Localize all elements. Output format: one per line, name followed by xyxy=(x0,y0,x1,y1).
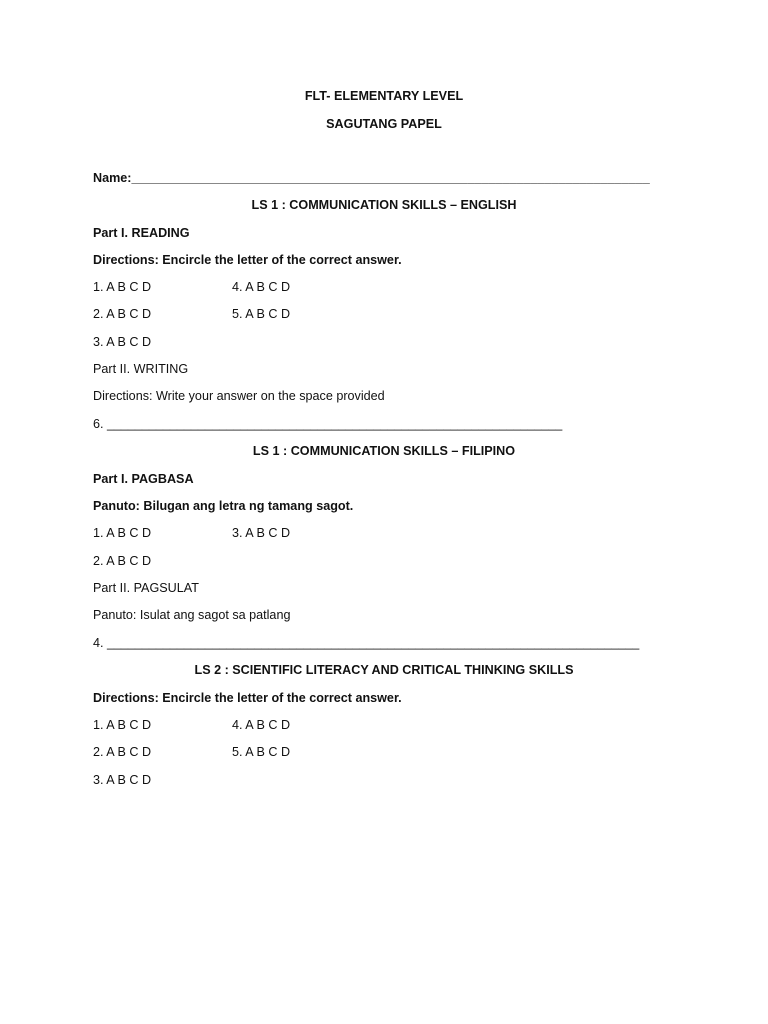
answer-item-2: 2. A B C D xyxy=(93,745,152,759)
answer-row xyxy=(93,744,291,760)
answer-row xyxy=(93,553,151,569)
answer-item-1: 1. A B C D xyxy=(93,526,152,540)
answer-item-4: 4. A B C D xyxy=(232,718,291,732)
answer-item-1: 1. A B C D xyxy=(93,280,152,294)
ls2-heading: LS 2 : SCIENTIFIC LITERACY AND CRITICAL THINKING SKILLS xyxy=(194,663,574,677)
document-subtitle: SAGUTANG PAPEL xyxy=(326,117,442,131)
answer-item-3: 3. A B C D xyxy=(93,335,152,349)
ls1-english-heading: LS 1 : COMMUNICATION SKILLS – ENGLISH xyxy=(251,198,517,212)
ls1-english-part2-title: Part II. WRITING xyxy=(93,362,189,376)
answer-item-2: 2. A B C D xyxy=(93,307,152,321)
ls1-filipino-heading: LS 1 : COMMUNICATION SKILLS – FILIPINO xyxy=(252,444,516,458)
ls1-filipino-part1-title: Part I. PAGBASA xyxy=(93,472,194,486)
answer-item-2: 2. A B C D xyxy=(93,554,152,568)
answer-item-1: 1. A B C D xyxy=(93,718,152,732)
answer-item-3: 3. A B C D xyxy=(232,526,291,540)
name-field-line: Name:__________________________________________________________________________ xyxy=(93,171,650,185)
ls1-english-part1-title: Part I. READING xyxy=(93,226,190,240)
answer-row xyxy=(93,772,151,788)
writing-answer-line-4: 4. ____________________________________________________________________________ xyxy=(93,636,640,650)
ls1-filipino-part2-directions: Panuto: Isulat ang sagot sa patlang xyxy=(93,608,291,622)
ls2-directions: Directions: Encircle the letter of the correct answer. xyxy=(93,691,402,705)
answer-item-5: 5. A B C D xyxy=(232,745,291,759)
answer-row xyxy=(93,279,291,295)
ls1-english-part2-directions: Directions: Write your answer on the space provided xyxy=(93,389,385,403)
answer-row xyxy=(93,306,291,322)
answer-item-5: 5. A B C D xyxy=(232,307,291,321)
document-title: FLT- ELEMENTARY LEVEL xyxy=(304,89,464,103)
ls1-english-part1-directions: Directions: Encircle the letter of the correct answer. xyxy=(93,253,402,267)
ls1-filipino-part2-title: Part II. PAGSULAT xyxy=(93,581,199,595)
ls1-filipino-part1-directions: Panuto: Bilugan ang letra ng tamang sagot. xyxy=(93,499,354,513)
writing-answer-line-6: 6. _________________________________________________________________ xyxy=(93,417,563,431)
answer-item-4: 4. A B C D xyxy=(232,280,291,294)
answer-row xyxy=(93,334,151,350)
answer-item-3: 3. A B C D xyxy=(93,773,152,787)
answer-row xyxy=(93,525,291,541)
answer-row xyxy=(93,717,291,733)
